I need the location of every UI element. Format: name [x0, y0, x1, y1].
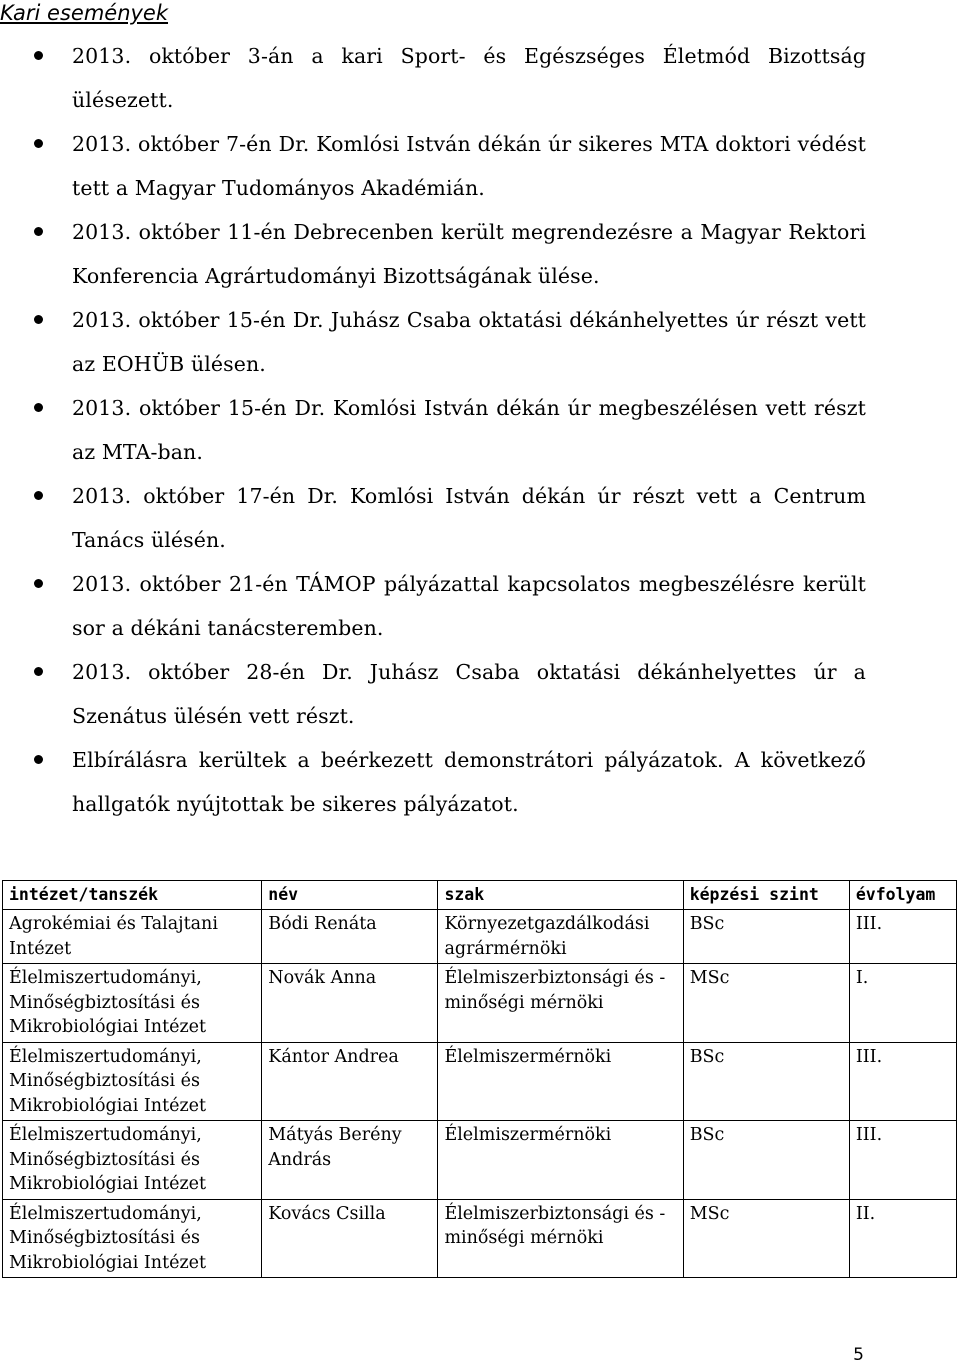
table-row	[3, 910, 957, 964]
cell-institute: Élelmiszertudományi, Minőségbiztosítási és Mikrobiológiai Intézet	[3, 964, 262, 1043]
cell-name: Bódi Renáta	[262, 910, 438, 964]
section-title: Kari események	[0, 1, 169, 25]
event-item	[0, 386, 866, 474]
demonstrator-table	[2, 880, 957, 1278]
event-text: 2013. október 21-én TÁMOP pályázattal kapcsolatos megbeszélésre került sor a dékáni tanácsteremben.	[72, 572, 866, 640]
cell-institute: Agrokémiai és Talajtani Intézet	[3, 910, 262, 964]
page-number: 5	[853, 1345, 864, 1365]
table-header-row	[3, 881, 957, 910]
cell-major: Környezetgazdálkodási agrármérnöki	[438, 910, 683, 964]
header-year: évfolyam	[849, 881, 956, 910]
bullet-icon	[34, 139, 43, 148]
cell-year: III.	[849, 1121, 956, 1200]
cell-level: BSc	[683, 1042, 849, 1121]
cell-level: MSc	[683, 964, 849, 1043]
cell-level: MSc	[683, 1199, 849, 1278]
event-text: 2013. október 3-án a kari Sport- és Egészséges Életmód Bizottság ülésezett.	[72, 44, 866, 112]
header-major: szak	[438, 881, 683, 910]
cell-name: Novák Anna	[262, 964, 438, 1043]
bullet-icon	[34, 227, 43, 236]
cell-year: II.	[849, 1199, 956, 1278]
event-item	[0, 650, 866, 738]
event-text: Elbírálásra kerültek a beérkezett demonstrátori pályázatok. A következő hallgatók nyújtottak be sikeres pályázatot.	[72, 748, 866, 816]
event-item	[0, 738, 866, 826]
event-item	[0, 210, 866, 298]
cell-major: Élelmiszermérnöki	[438, 1121, 683, 1200]
cell-level: BSc	[683, 1121, 849, 1200]
cell-major: Élelmiszerbiztonsági és -minőségi mérnöki	[438, 964, 683, 1043]
events-list	[0, 34, 866, 826]
event-item	[0, 34, 866, 122]
event-text: 2013. október 28-én Dr. Juhász Csaba oktatási dékánhelyettes úr a Szenátus ülésén vett részt.	[72, 660, 866, 728]
table-row	[3, 1199, 957, 1278]
bullet-icon	[34, 491, 43, 500]
cell-name: Kántor Andrea	[262, 1042, 438, 1121]
bullet-icon	[34, 667, 43, 676]
table-row	[3, 1042, 957, 1121]
cell-year: III.	[849, 1042, 956, 1121]
cell-year: I.	[849, 964, 956, 1043]
table-row	[3, 1121, 957, 1200]
header-level: képzési szint	[683, 881, 849, 910]
bullet-icon	[34, 403, 43, 412]
event-text: 2013. október 7-én Dr. Komlósi István dékán úr sikeres MTA doktori védést tett a Magyar Tudományos Akadémián.	[72, 132, 866, 200]
bullet-icon	[34, 579, 43, 588]
bullet-icon	[34, 755, 43, 764]
event-text: 2013. október 11-én Debrecenben került megrendezésre a Magyar Rektori Konferencia Agrártudományi Bizottságának ülése.	[72, 220, 866, 288]
cell-institute: Élelmiszertudományi, Minőségbiztosítási és Mikrobiológiai Intézet	[3, 1042, 262, 1121]
event-text: 2013. október 15-én Dr. Komlósi István dékán úr megbeszélésen vett részt az MTA-ban.	[72, 396, 866, 464]
bullet-icon	[34, 51, 43, 60]
cell-institute: Élelmiszertudományi, Minőségbiztosítási és Mikrobiológiai Intézet	[3, 1199, 262, 1278]
table-row	[3, 964, 957, 1043]
cell-institute: Élelmiszertudományi, Minőségbiztosítási és Mikrobiológiai Intézet	[3, 1121, 262, 1200]
header-institute: intézet/tanszék	[3, 881, 262, 910]
event-item	[0, 474, 866, 562]
cell-major: Élelmiszerbiztonsági és -minőségi mérnöki	[438, 1199, 683, 1278]
cell-name: Kovács Csilla	[262, 1199, 438, 1278]
event-item	[0, 298, 866, 386]
cell-name: Mátyás Berény András	[262, 1121, 438, 1200]
event-text: 2013. október 17-én Dr. Komlósi István dékán úr részt vett a Centrum Tanács ülésén.	[72, 484, 866, 552]
event-item	[0, 122, 866, 210]
bullet-icon	[34, 315, 43, 324]
cell-major: Élelmiszermérnöki	[438, 1042, 683, 1121]
cell-year: III.	[849, 910, 956, 964]
event-item	[0, 562, 866, 650]
cell-level: BSc	[683, 910, 849, 964]
event-text: 2013. október 15-én Dr. Juhász Csaba oktatási dékánhelyettes úr részt vett az EOHÜB ülésen.	[72, 308, 866, 376]
header-name: név	[262, 881, 438, 910]
